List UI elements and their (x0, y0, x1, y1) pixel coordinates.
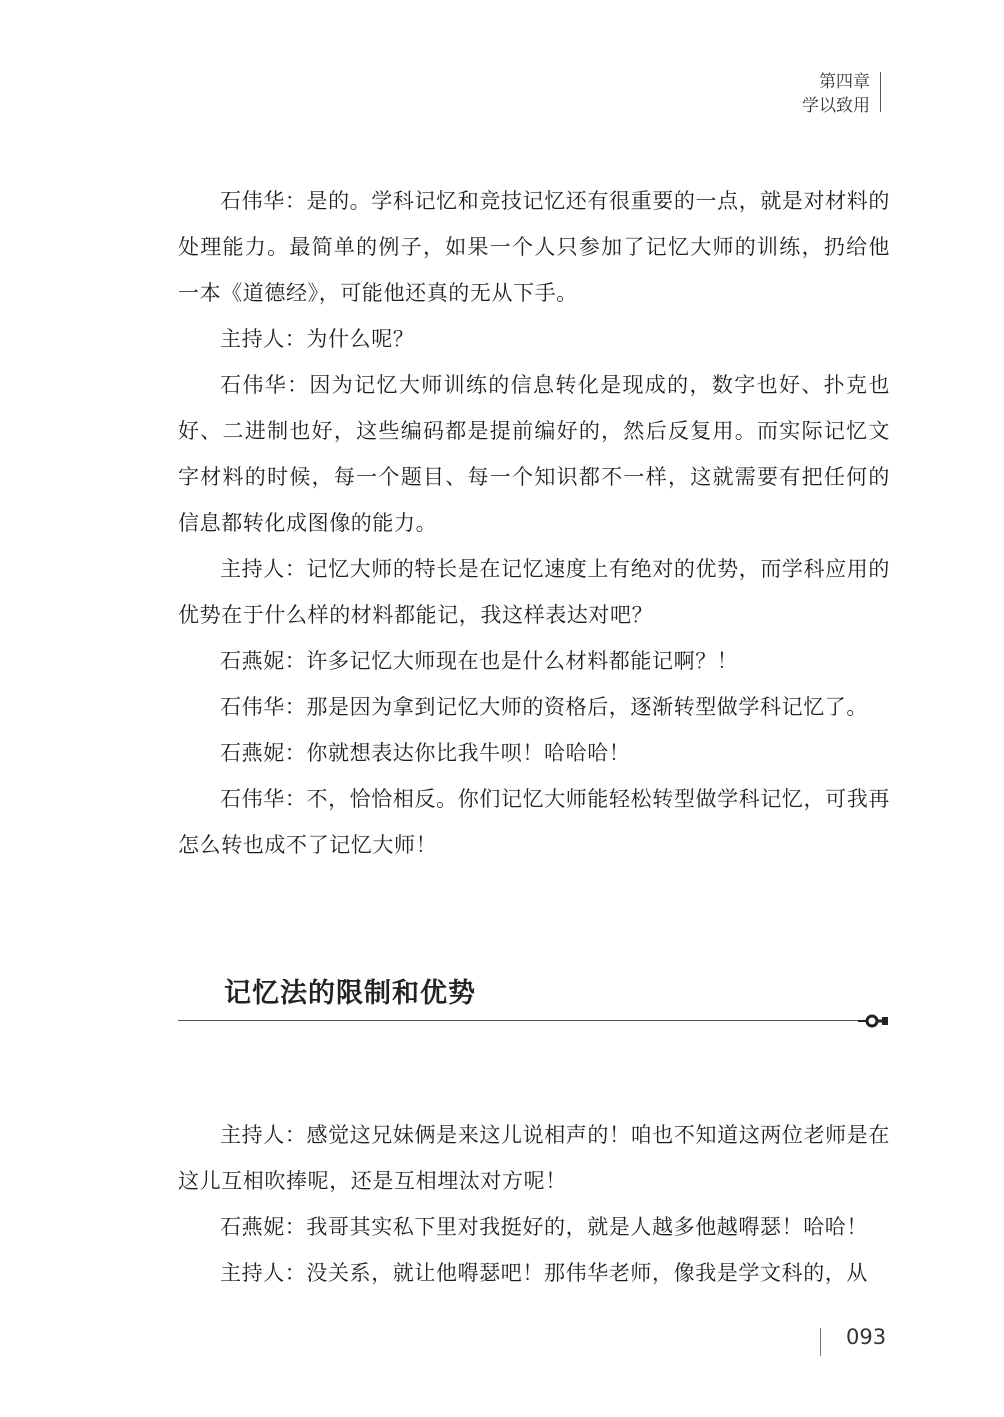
dialogue-block-1 (178, 178, 890, 868)
header-divider (880, 72, 881, 112)
page-number: 093 (846, 1325, 887, 1349)
dialogue-block-2 (178, 1112, 890, 1296)
paragraph: 石燕妮：你就想表达你比我牛呗！哈哈哈！ (220, 741, 631, 765)
section-heading: 记忆法的限制和优势 (224, 978, 476, 1009)
section-heading-rule (178, 1020, 862, 1021)
paragraph: 石燕妮：许多记忆大师现在也是什么材料都能记啊？！ (220, 649, 739, 673)
heading-ornament-icon (858, 1011, 890, 1031)
paragraph: 主持人：感觉这兄妹俩是来这儿说相声的！咱也不知道这两位老师是在这儿互相吹捧呢，还是互相埋汰对方呢！ (178, 1123, 890, 1193)
running-header (802, 70, 870, 118)
paragraph: 石伟华：因为记忆大师训练的信息转化是现成的，数字也好、扑克也好、二进制也好，这些编码都是提前编好的，然后反复用。而实际记忆文字材料的时候，每一个题目、每一个知识都不一样，这就需要有把任何的信息都转化成图像的能力。 (178, 373, 890, 535)
paragraph: 主持人：为什么呢？ (220, 327, 415, 351)
footer-divider (820, 1328, 821, 1356)
paragraph: 石伟华：那是因为拿到记忆大师的资格后，逐渐转型做学科记忆了。 (220, 695, 868, 719)
paragraph: 主持人：记忆大师的特长是在记忆速度上有绝对的优势，而学科应用的优势在于什么样的材料都能记，我这样表达对吧？ (178, 557, 890, 627)
paragraph: 主持人：没关系，就让他嘚瑟吧！那伟华老师，像我是学文科的，从 (220, 1261, 868, 1285)
paragraph: 石伟华：不，恰恰相反。你们记忆大师能轻松转型做学科记忆，可我再怎么转也成不了记忆大师！ (178, 787, 890, 857)
chapter-number: 第四章 (819, 72, 870, 92)
paragraph: 石燕妮：我哥其实私下里对我挺好的，就是人越多他越嘚瑟！哈哈！ (220, 1215, 868, 1239)
paragraph: 石伟华：是的。学科记忆和竞技记忆还有很重要的一点，就是对材料的处理能力。最简单的例子，如果一个人只参加了记忆大师的训练，扔给他一本《道德经》，可能他还真的无从下手。 (178, 189, 890, 305)
chapter-title: 学以致用 (802, 96, 870, 116)
